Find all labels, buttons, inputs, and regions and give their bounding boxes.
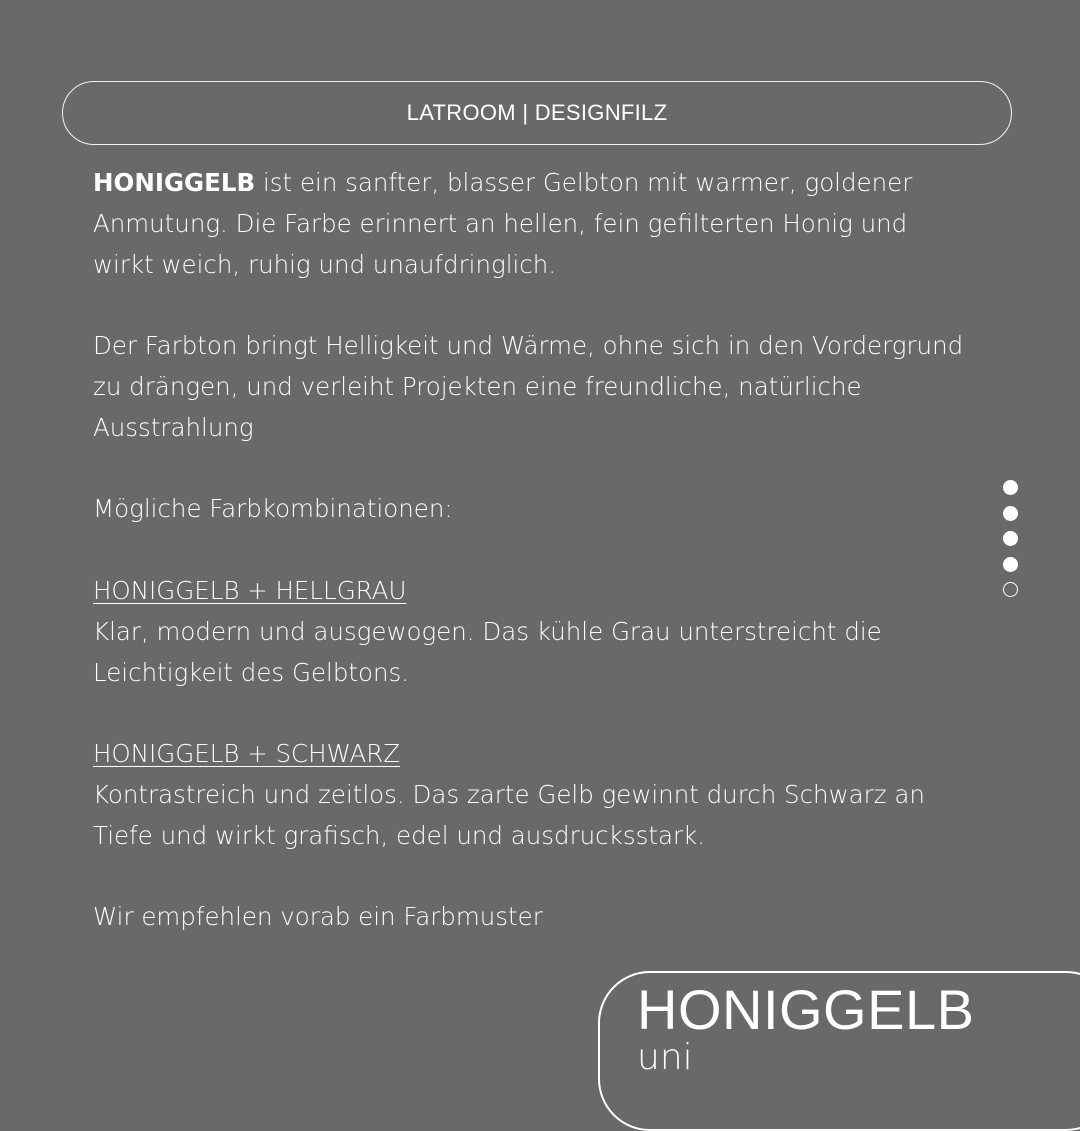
carousel-indicator — [1003, 480, 1018, 597]
brand-label: LATROOM | DESIGNFILZ — [406, 100, 668, 125]
recommendation-text: Wir empfehlen vorab ein Farbmuster — [93, 902, 543, 932]
combination-item — [93, 734, 973, 856]
product-variant: uni — [637, 1037, 693, 1078]
combinations-heading: Mögliche Farbkombinationen: — [93, 494, 453, 524]
intro-text: ist ein sanfter, blasser Gelbton mit warmer, goldener Anmutung. Die Farbe erinnert an hellen, fein gefilterten Honig und wirkt weich, ruhig und unaufdringlich. — [93, 168, 913, 279]
description-body — [93, 163, 973, 979]
carousel-dot-2[interactable] — [1003, 506, 1018, 521]
combination-item — [93, 571, 973, 693]
product-name: HONIGGELB — [637, 978, 975, 1041]
carousel-dot-1[interactable] — [1003, 480, 1018, 495]
carousel-dot-4[interactable] — [1003, 557, 1018, 572]
combination-title: HONIGGELB + SCHWARZ — [93, 739, 401, 769]
second-paragraph: Der Farbton bringt Helligkeit und Wärme, ohne sich in den Vordergrund zu drängen, und verleiht Projekten eine freundliche, natürliche Ausstrahlung — [93, 331, 964, 442]
brand-header — [62, 81, 1012, 145]
carousel-dot-5[interactable] — [1003, 582, 1018, 597]
combination-description: Kontrastreich und zeitlos. Das zarte Gelb gewinnt durch Schwarz an Tiefe und wirkt grafisch, edel und ausdrucksstark. — [93, 779, 925, 850]
intro-lead: HONIGGELB — [93, 168, 256, 197]
combination-title: HONIGGELB + HELLGRAU — [93, 575, 407, 605]
carousel-dot-3[interactable] — [1003, 531, 1018, 546]
intro-paragraph — [93, 163, 973, 285]
combination-description: Klar, modern und ausgewogen. Das kühle Grau unterstreicht die Leichtigkeit des Gelbtons. — [93, 616, 882, 687]
